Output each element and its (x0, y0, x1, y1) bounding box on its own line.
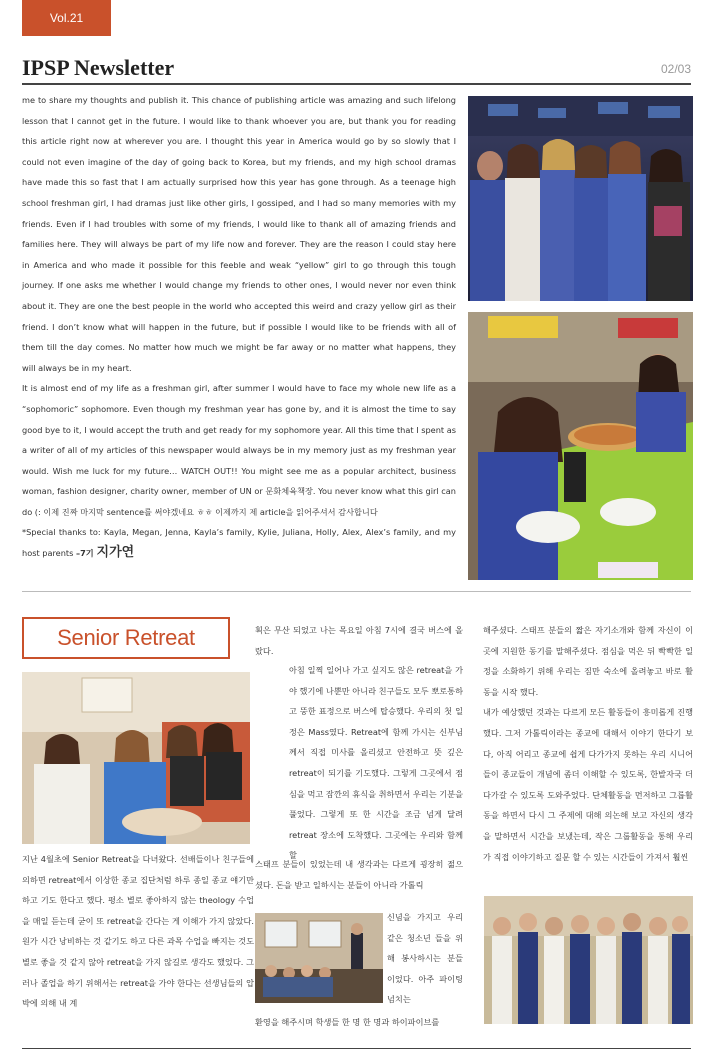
article-paragraph: me to share my thoughts and publish it. This chance of publishing article was amazing and such lifelong lesson that I cannot get in the future. I would like to thank whoever you are, but thank you for reading this article right now at wherever you are. I thought this year in America would go by so slowly that I could not even imagine of the day of going back to Korea, but my friends, and my high school dramas have made this so fast that I am actually surprised how this year has gone through. As a teenage high school freshman girl, I had dramas just like other girls, I gossiped, and I had so many memories with my friends. Even if I had troubles with some of my friends, I would like to thank all of amazing friends and families here. They will always be part of my life now and forever. They are the reason I could stay here in America and who made it possible for this feeble and weak “yellow” girl to go through this tough journey. If one asks me whether I would change my friends to other ones, I would never nor even think about it. They are one the best people in the world who accepted this weird and crazy yellow girl as their friend. I don’t know what will happen in the future, but if possible I would like to be friends with all of them till the day comes. No matter how much we might be far away or no matter what happens, they will always be in my heart. (22, 95, 456, 373)
retreat-paragraph: 신념을 가지고 우리 같은 청소년 들을 위해 봉사하시는 분들이었다. 아주 파이팅 넘치는 (387, 912, 463, 1005)
bowling-group-photo (468, 96, 693, 301)
retreat-column-2d (387, 907, 463, 1010)
volume-label: Vol.21 (49, 11, 84, 25)
retreat-paragraph: 해주셨다. 스태프 분들의 짧은 자기소개와 함께 자신이 이곳에 지원한 동기를 말해주셨다. 점심을 먹은 뒤 빡빡한 일정을 소화하기 위해 우리는 짐만 숙소에 올려놓고 바로 활동을 시작 했다. (483, 625, 693, 697)
retreat-column-3 (483, 620, 693, 867)
retreat-paragraph: 환영을 해주시며 학생들 한 명 한 명과 하이파이브를 (255, 1017, 440, 1027)
article-column (22, 90, 456, 564)
pizza-dinner-photo (468, 312, 693, 580)
article-paragraph: It is almost end of my life as a freshman girl, after summer I would have to face my whole new life as a “sophomoric” sophomore. Even though my freshman year has gone by, and it is almost the time to say good bye to it, I would accept the truth and get ready for my sophomore year. All this time that I spent as a writer of all of my articles of this newspaper would always be in my memory just as my freshman year would. Wish me luck for my future… WATCH OUT!! You might see me as a popular architect, business woman, fashion designer, charity owner, member of UN or 문화체육책장. You never know what this girl can do (: 이제 진짜 마지막 sentence를 써야겠네요 ㅎㅎ 이제까지 제 article을 읽어주셔서 감사합니다 (22, 383, 456, 517)
retreat-column-2e (255, 1012, 463, 1033)
retreat-paragraph: 아침 일찍 일어나 가고 싶지도 않은 retreat을 가야 했기에 나뿐만 아니라 친구들도 모두 뽀로통하고 뚱한 표정으로 버스에 탑승했다. 우리의 첫 일정은 Mass였다. Retreat에 함께 가시는 신부님께서 직접 미사를 올리셨고 안전하고 뜻 깊은 retreat이 되기를 기도했다. 그렇게 그곳에서 점심을 먹고 잠깐의 휴식을 취하면서 우리는 기분을 풀었다. 그렇게 또 한 시간을 조금 넘게 달려 retreat 장소에 도착했다. 그곳에는 우리와 함께 할 (289, 665, 463, 861)
retreat-group-photo (484, 896, 693, 1024)
retreat-paragraph: 획은 무산 되었고 나는 목요일 아침 7시에 결국 버스에 올랐다. (255, 625, 463, 656)
newsletter-title: IPSP Newsletter (22, 55, 175, 80)
retreat-column-2b (289, 660, 463, 866)
section-divider (22, 591, 691, 592)
retreat-column-2c (255, 854, 463, 895)
retreat-room-photo (255, 913, 383, 1003)
footer-rule (22, 1048, 691, 1049)
retreat-column-1 (22, 849, 254, 1014)
header-rule (22, 83, 691, 85)
signature-name: 지가연 (96, 545, 135, 561)
retreat-girls-photo (22, 672, 250, 844)
article-thanks (22, 522, 456, 563)
retreat-paragraph: 지난 4월초에 Senior Retreat을 다녀왔다. 선배들이나 친구들에 의하면 retreat에서 이상한 종교 집단처럼 하루 종일 종교 얘기만하고 기도 한다고 했다. 평소 별로 좋아하지 않는 theology 수업을 매일 듣는데 굳이 또 retreat을 간다는 게 이해가 가지 않았다. 원가 시간 낭비하는 것 같기도 하고 다른 과목 수업을 빠지는 것도 별로 좋을 것 같지 않아 retreat을 가지 않길로 생각도 했었다. 그러나 졸업을 하기 위해서는 retreat을 가야 한다는 선생님들의 압박에 의해 내 계 (22, 854, 254, 1009)
senior-retreat-title: Senior Retreat (57, 625, 195, 650)
retreat-paragraph: 내가 예상했던 것과는 다르게 모든 활동들이 흥미롭게 진행했다. 그저 가톨릭이라는 종교에 대해서 이야기 한다기 보다, 아직 어리고 종교에 쉽게 다가가지 못하는 우리 시니어들이 종교들이 개념에 좀더 이해할 수 있도록, 한발자국 더 다가갈 수 있도록 도와주었다. 단체활동을 먼저하고 그룹활동을 하면서 다시 그 주제에 대해 의논해 보고 자신의 생각을 말하면서 시간을 보냈는데, 작은 그룹활동을 통해 우리가 직접 이야기하고 질문 할 수 있는 시간들이 가져서 훨씬 (483, 707, 693, 862)
volume-tab (22, 0, 111, 36)
senior-retreat-heading-box (22, 617, 230, 659)
thanks-text: *Special thanks to: Kayla, Megan, Jenna, Kayla’s family, Kylie, Juliana, Holly, Alex, Alex’s family, and my host parents (22, 527, 456, 559)
retreat-column-2a (255, 620, 463, 661)
retreat-paragraph: 스태프 분들이 있었는데 내 생각과는 다르게 굉장히 젊으셨다. 돈을 받고 일하시는 분들이 아니라 가톨릭 (255, 859, 463, 890)
page-number: 02/03 (660, 62, 691, 76)
signature-prefix: –7기 (75, 548, 97, 559)
